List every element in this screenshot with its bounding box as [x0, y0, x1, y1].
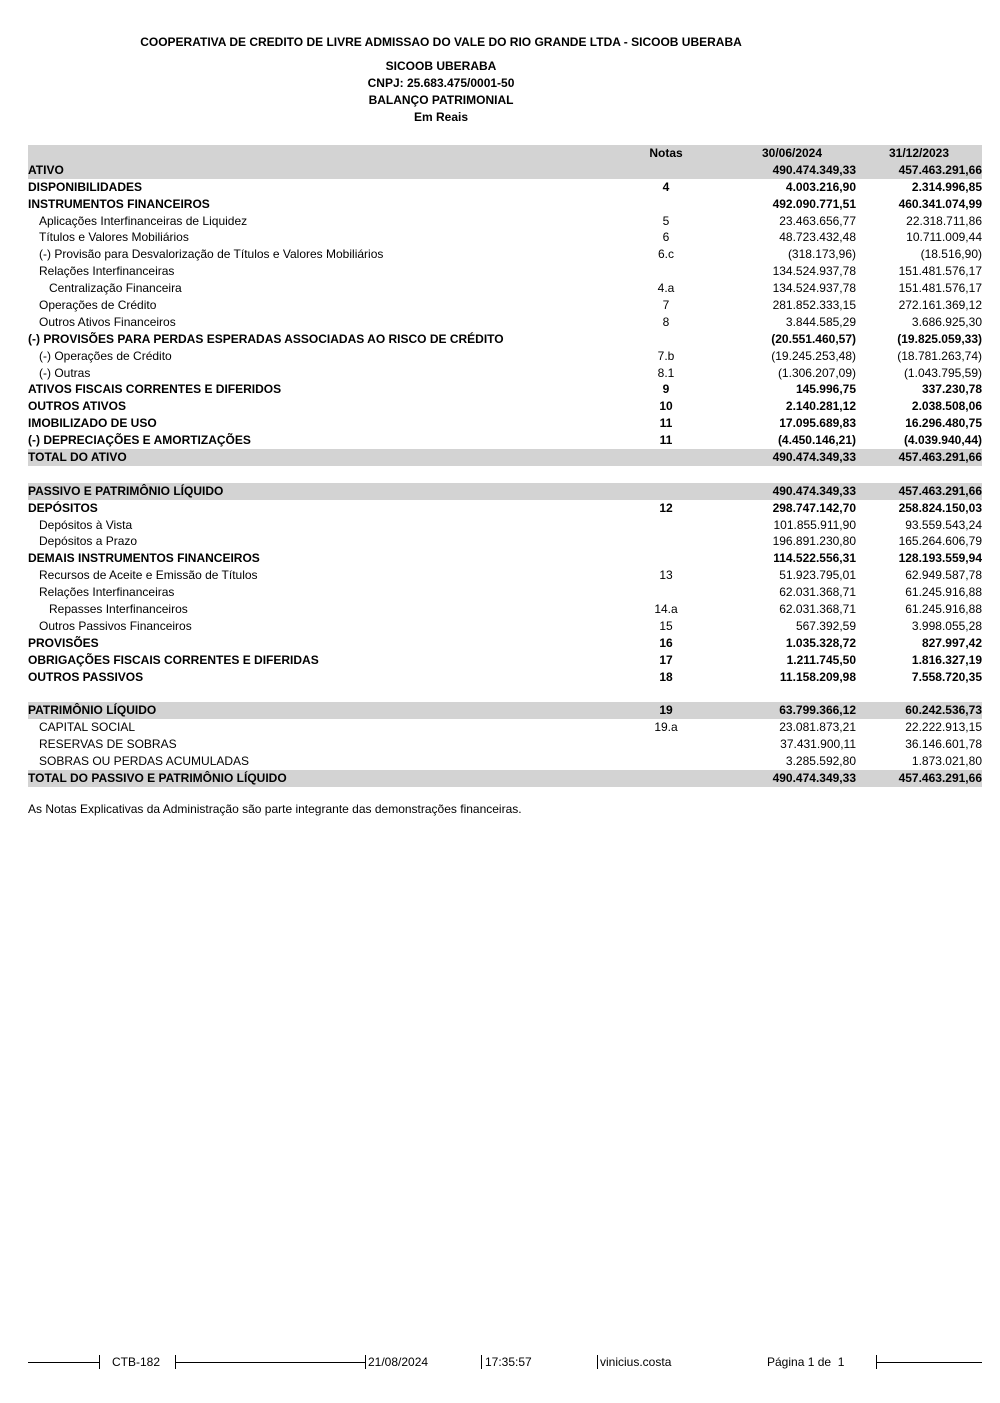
row-value-2023: (4.039.940,44) [903, 433, 982, 448]
row-value-2024: 17.095.689,83 [779, 416, 856, 431]
row-label: Depósitos a Prazo [39, 534, 138, 549]
row-label: TOTAL DO PASSIVO E PATRIMÔNIO LÍQUIDO [28, 770, 287, 785]
row-value-2023: 457.463.291,66 [898, 483, 982, 498]
row-value-2023: 827.997,42 [921, 635, 982, 650]
row-value-2023: (18.516,90) [920, 247, 982, 262]
row-label: Repasses Interfinanceiros [49, 602, 188, 617]
row-label: ATIVO [28, 162, 64, 177]
footer-tick [99, 1355, 100, 1369]
row-value-2024: 23.463.656,77 [779, 213, 856, 228]
col-notes: Notas [649, 146, 683, 160]
row-value-2024: 3.844.585,29 [785, 314, 856, 329]
row-value-2023: 457.463.291,66 [898, 162, 982, 177]
row-note: 4.a [657, 281, 675, 296]
row-note: 19.a [654, 720, 678, 735]
table-row [28, 770, 982, 787]
row-value-2024: 145.996,75 [795, 382, 856, 397]
table-row [28, 719, 982, 736]
row-value-2024: 62.031.368,71 [779, 585, 856, 600]
table-row [28, 331, 982, 348]
row-note: 15 [659, 618, 673, 633]
table-row [28, 415, 982, 432]
row-value-2024: 3.285.592,80 [785, 754, 856, 769]
row-note: 16 [659, 635, 673, 650]
row-value-2023: 1.873.021,80 [911, 754, 982, 769]
row-value-2024: 134.524.937,78 [772, 281, 856, 296]
row-value-2024: 23.081.873,21 [779, 720, 856, 735]
row-label: (-) Operações de Crédito [39, 348, 172, 363]
row-value-2023: (1.043.795,59) [903, 365, 982, 380]
table-row [28, 297, 982, 314]
row-note: 11 [659, 433, 673, 448]
row-value-2024: 48.723.432,48 [779, 230, 856, 245]
row-value-2023: 258.824.150,03 [898, 500, 982, 515]
row-value-2024: (1.306.207,09) [777, 365, 856, 380]
row-label: ATIVOS FISCAIS CORRENTES E DIFERIDOS [28, 382, 282, 397]
row-value-2024: 2.140.281,12 [785, 399, 856, 414]
table-row [28, 162, 982, 179]
table-row [28, 669, 982, 686]
table-row [28, 348, 982, 365]
table-row [28, 550, 982, 567]
row-note: 6.c [657, 247, 674, 262]
balance-sheet-table [28, 145, 982, 787]
row-value-2023: 3.686.925,30 [911, 314, 982, 329]
row-value-2023: 272.161.369,12 [898, 298, 982, 313]
row-value-2024: 101.855.911,90 [773, 517, 856, 532]
row-note: 19 [659, 703, 673, 718]
table-row [28, 500, 982, 517]
row-label: INSTRUMENTOS FINANCEIROS [28, 196, 210, 211]
table-row [28, 483, 982, 500]
row-note: 6 [662, 230, 670, 245]
row-value-2024: 196.891.230,80 [772, 534, 856, 549]
column-header-row [28, 145, 982, 162]
table-row [28, 213, 982, 230]
footer-tick [481, 1355, 482, 1369]
row-value-2023: 2.038.508,06 [911, 399, 982, 414]
table-row [28, 601, 982, 618]
cnpj: CNPJ: 25.683.475/0001-50 [367, 76, 515, 90]
row-value-2024: (19.245.253,48) [771, 348, 856, 363]
row-value-2023: 93.559.543,24 [905, 517, 982, 532]
row-note: 4 [662, 179, 670, 194]
row-value-2023: (18.781.263,74) [897, 348, 982, 363]
footer-code: CTB-182 [112, 1355, 161, 1369]
row-label: Relações Interfinanceiras [39, 585, 175, 600]
row-note: 7.b [657, 348, 675, 363]
row-label: (-) PROVISÕES PARA PERDAS ESPERADAS ASSOCIADAS AO RISCO DE CRÉDITO [28, 331, 504, 346]
row-value-2024: 492.090.771,51 [772, 196, 856, 211]
row-value-2024: 63.799.366,12 [779, 703, 856, 718]
row-value-2023: 457.463.291,66 [898, 770, 982, 785]
report-header [0, 58, 882, 126]
row-value-2023: 36.146.601,78 [905, 737, 982, 752]
row-label: OUTROS ATIVOS [28, 399, 127, 414]
table-row [28, 449, 982, 466]
row-note: 12 [659, 500, 673, 515]
row-value-2024: 298.747.142,70 [772, 500, 856, 515]
row-label: (-) Provisão para Desvalorização de Títulos e Valores Mobiliários [39, 247, 384, 262]
col-date-1: 30/06/2024 [761, 146, 823, 160]
row-value-2024: 134.524.937,78 [772, 264, 856, 279]
table-row [28, 196, 982, 213]
row-label: PROVISÕES [28, 635, 99, 650]
row-value-2023: 3.998.055,28 [911, 618, 982, 633]
table-row [28, 263, 982, 280]
table-row [28, 398, 982, 415]
row-value-2023: 2.314.996,85 [911, 179, 982, 194]
row-value-2023: 165.264.606,79 [898, 534, 982, 549]
row-value-2023: (19.825.059,33) [897, 331, 982, 346]
table-row [28, 517, 982, 534]
row-label: RESERVAS DE SOBRAS [39, 737, 177, 752]
company-name: COOPERATIVA DE CREDITO DE LIVRE ADMISSAO DO VALE DO RIO GRANDE LTDA - SICOOB UBERABA [140, 35, 742, 49]
row-value-2023: 128.193.559,94 [898, 551, 982, 566]
footnote: As Notas Explicativas da Administração são parte integrante das demonstrações financeiras. [28, 802, 522, 816]
row-value-2023: 151.481.576,17 [898, 264, 982, 279]
spacer [28, 686, 982, 703]
row-value-2024: 490.474.349,33 [772, 450, 856, 465]
row-value-2023: 62.949.587,78 [905, 568, 982, 583]
row-value-2023: 460.341.074,99 [898, 196, 982, 211]
row-value-2023: 1.816.327,19 [911, 652, 982, 667]
row-value-2023: 337.230,78 [921, 382, 982, 397]
row-label: PASSIVO E PATRIMÔNIO LÍQUIDO [28, 483, 224, 498]
row-value-2023: 10.711.009,44 [906, 230, 982, 245]
row-label: DEPÓSITOS [28, 500, 98, 515]
table-row [28, 584, 982, 601]
footer-rule [175, 1362, 365, 1363]
row-label: DISPONIBILIDADES [28, 179, 143, 194]
row-note: 18 [659, 669, 673, 684]
row-value-2024: 281.852.333,15 [772, 298, 856, 313]
row-note: 14.a [654, 602, 678, 617]
col-date-2: 31/12/2023 [888, 146, 950, 160]
row-value-2023: 7.558.720,35 [911, 669, 982, 684]
row-label: Outros Passivos Financeiros [39, 618, 192, 633]
row-value-2024: 37.431.900,11 [780, 737, 856, 752]
row-label: TOTAL DO ATIVO [28, 450, 127, 465]
row-value-2024: 62.031.368,71 [779, 602, 856, 617]
row-label: IMOBILIZADO DE USO [28, 416, 157, 431]
row-note: 17 [659, 652, 673, 667]
row-value-2024: (20.551.460,57) [771, 331, 856, 346]
row-value-2024: 51.923.795,01 [779, 568, 856, 583]
footer-tick [365, 1355, 366, 1369]
row-label: CAPITAL SOCIAL [39, 720, 136, 735]
footer-time: 17:35:57 [485, 1355, 532, 1369]
table-row [28, 753, 982, 770]
row-value-2024: 490.474.349,33 [772, 770, 856, 785]
row-note: 8 [662, 314, 670, 329]
row-value-2024: (4.450.146,21) [777, 433, 856, 448]
row-value-2023: 16.296.480,75 [905, 416, 982, 431]
row-value-2024: 490.474.349,33 [772, 483, 856, 498]
row-value-2024: 114.522.556,31 [773, 551, 856, 566]
row-value-2024: 4.003.216,90 [785, 179, 856, 194]
table-row [28, 314, 982, 331]
footer-tick [597, 1355, 598, 1369]
row-label: Centralização Financeira [49, 281, 182, 296]
row-value-2024: (318.173,96) [787, 247, 856, 262]
row-note: 9 [662, 382, 670, 397]
footer-user: vinicius.costa [600, 1355, 672, 1369]
row-note: 10 [659, 399, 673, 414]
row-value-2023: 151.481.576,17 [898, 281, 982, 296]
row-label: OBRIGAÇÕES FISCAIS CORRENTES E DIFERIDAS [28, 652, 319, 667]
table-row [28, 229, 982, 246]
row-label: Operações de Crédito [39, 298, 157, 313]
row-label: (-) Outras [39, 365, 91, 380]
row-label: SOBRAS OU PERDAS ACUMULADAS [39, 754, 250, 769]
table-row [28, 381, 982, 398]
row-value-2023: 457.463.291,66 [898, 450, 982, 465]
row-value-2023: 22.318.711,86 [906, 213, 982, 228]
table-row [28, 365, 982, 382]
row-note: 7 [662, 298, 670, 313]
table-row [28, 736, 982, 753]
table-row [28, 702, 982, 719]
row-label: Depósitos à Vista [39, 517, 133, 532]
row-label: Títulos e Valores Mobiliários [39, 230, 189, 245]
footer-rule [28, 1362, 99, 1363]
footer-page: Página 1 de 1 [767, 1355, 845, 1369]
row-value-2023: 22.222.913,15 [905, 720, 982, 735]
table-row [28, 567, 982, 584]
table-row [28, 618, 982, 635]
row-value-2024: 1.211.745,50 [786, 652, 856, 667]
row-note: 8.1 [657, 365, 675, 380]
row-label: Outros Ativos Financeiros [39, 314, 176, 329]
row-value-2024: 567.392,59 [795, 618, 856, 633]
row-label: Relações Interfinanceiras [39, 264, 175, 279]
report-title: BALANÇO PATRIMONIAL [368, 93, 514, 107]
row-note: 11 [659, 416, 673, 431]
row-label: DEMAIS INSTRUMENTOS FINANCEIROS [28, 551, 260, 566]
short-name: SICOOB UBERABA [385, 59, 497, 73]
row-value-2023: 60.242.536,73 [905, 703, 982, 718]
table-row [28, 246, 982, 263]
footer-rule [876, 1362, 982, 1363]
row-note: 13 [659, 568, 673, 583]
table-row [28, 652, 982, 669]
spacer [28, 466, 982, 483]
row-label: Aplicações Interfinanceiras de Liquidez [39, 213, 248, 228]
report-unit: Em Reais [413, 110, 469, 124]
row-note: 5 [662, 213, 670, 228]
row-value-2024: 490.474.349,33 [772, 162, 856, 177]
table-row [28, 280, 982, 297]
footer-date: 21/08/2024 [368, 1355, 429, 1369]
row-value-2023: 61.245.916,88 [905, 602, 982, 617]
row-label: Recursos de Aceite e Emissão de Títulos [39, 568, 258, 583]
table-row [28, 533, 982, 550]
row-label: PATRIMÔNIO LÍQUIDO [28, 703, 157, 718]
row-value-2023: 61.245.916,88 [905, 585, 982, 600]
row-value-2024: 1.035.328,72 [785, 635, 856, 650]
table-row [28, 179, 982, 196]
row-label: (-) DEPRECIAÇÕES E AMORTIZAÇÕES [28, 433, 251, 448]
table-row [28, 635, 982, 652]
row-value-2024: 11.158.209,98 [779, 669, 856, 684]
table-row [28, 432, 982, 449]
row-label: OUTROS PASSIVOS [28, 669, 144, 684]
